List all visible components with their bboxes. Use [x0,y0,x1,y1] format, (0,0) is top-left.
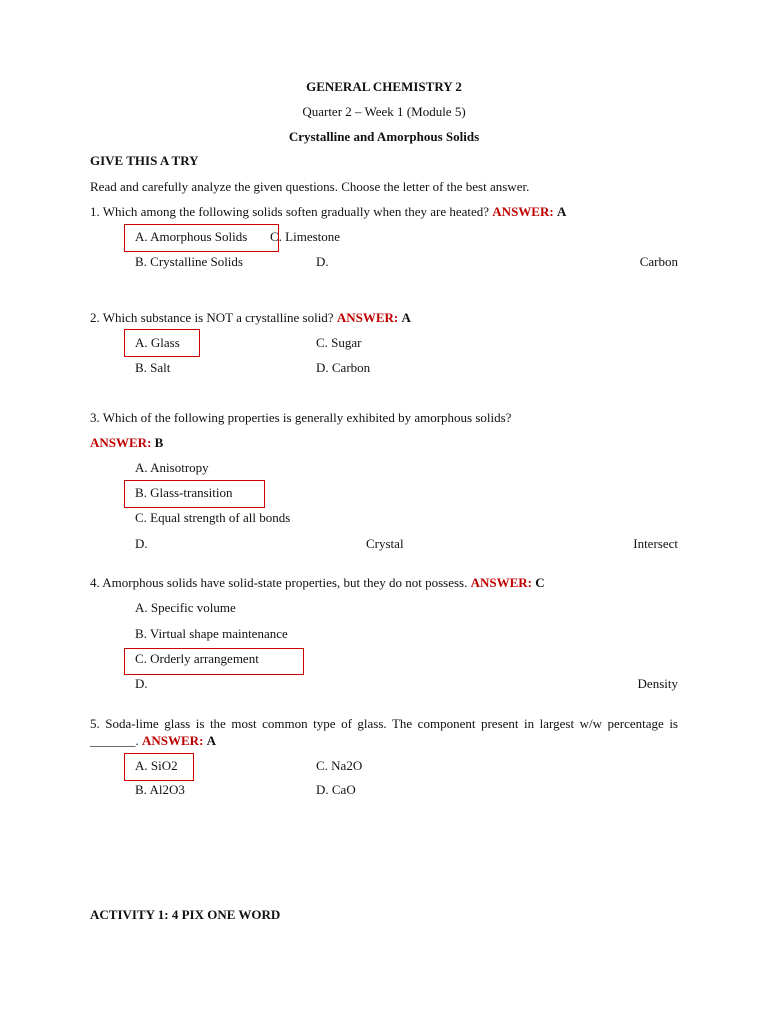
q5-choice-d: D. CaO [316,782,356,797]
q5-choice-b: B. Al2O3 [135,782,185,797]
q3-choice-d-word-1: Crystal [366,536,404,551]
question-4 [90,575,545,591]
q2-choice-d: D. Carbon [316,360,371,375]
q2-choice-c: C. Sugar [316,335,362,350]
question-2-text: 2. Which substance is NOT a crystalline solid? [90,310,334,325]
question-5-answer: A [206,733,217,748]
question-4-text: 4. Amorphous solids have solid-state properties, but they do not possess. [90,575,468,590]
q2-choice-b: B. Salt [135,360,171,375]
question-2-answer: A [401,310,411,325]
answer-label: ANSWER: [336,310,399,325]
question-1-text: 1. Which among the following solids soften gradually when they are heated? [90,204,490,219]
q4-choice-c: C. Orderly arrangement [135,651,259,666]
section-heading: GIVE THIS A TRY [90,153,199,168]
q3-choice-c: C. Equal strength of all bonds [135,510,291,525]
q3-choice-d-word-2: Intersect [633,536,678,551]
q4-choice-d: D. [135,676,148,691]
q3-choice-a: A. Anisotropy [135,460,209,475]
question-3-text: 3. Which of the following properties is generally exhibited by amorphous solids? [90,410,512,425]
question-3-answer: B [154,435,164,450]
q1-choice-b: B. Crystalline Solids [135,254,243,269]
q2-choice-a: A. Glass [135,335,180,350]
q1-choice-a: A. Amorphous Solids [135,229,248,244]
q1-choice-d: D. [316,254,329,269]
question-4-answer: C [535,575,545,590]
activity-heading: ACTIVITY 1: 4 PIX ONE WORD [90,907,281,922]
q1-choice-c: C. Limestone [270,229,341,244]
answer-label: ANSWER: [90,435,152,450]
document-subtitle: Quarter 2 – Week 1 (Module 5) [302,104,466,119]
q1-choice-d-word: Carbon [639,254,678,269]
document-topic: Crystalline and Amorphous Solids [288,129,480,144]
question-2 [90,310,411,326]
q3-choice-b: B. Glass-transition [135,485,233,500]
instructions: Read and carefully analyze the given questions. Choose the letter of the best answer. [90,179,530,194]
q4-choice-b: B. Virtual shape maintenance [135,626,288,641]
question-5-text: 5. Soda-lime glass is the most common type of glass. The component present in largest w/w percentage is _______. [90,716,678,748]
question-1 [90,204,566,220]
answer-label: ANSWER: [492,204,554,219]
question-1-answer: A [556,204,567,219]
q5-choice-c: C. Na2O [316,758,363,773]
q4-choice-d-word: Density [637,676,678,691]
answer-label: ANSWER: [470,575,532,590]
document-title: GENERAL CHEMISTRY 2 [306,79,462,94]
answer-label: ANSWER: [142,733,204,748]
q3-choice-d: D. [135,536,148,551]
q5-choice-a: A. SiO2 [135,758,178,773]
question-5 [90,715,678,749]
question-3-answer-line [90,435,163,451]
q4-choice-a: A. Specific volume [135,600,236,615]
